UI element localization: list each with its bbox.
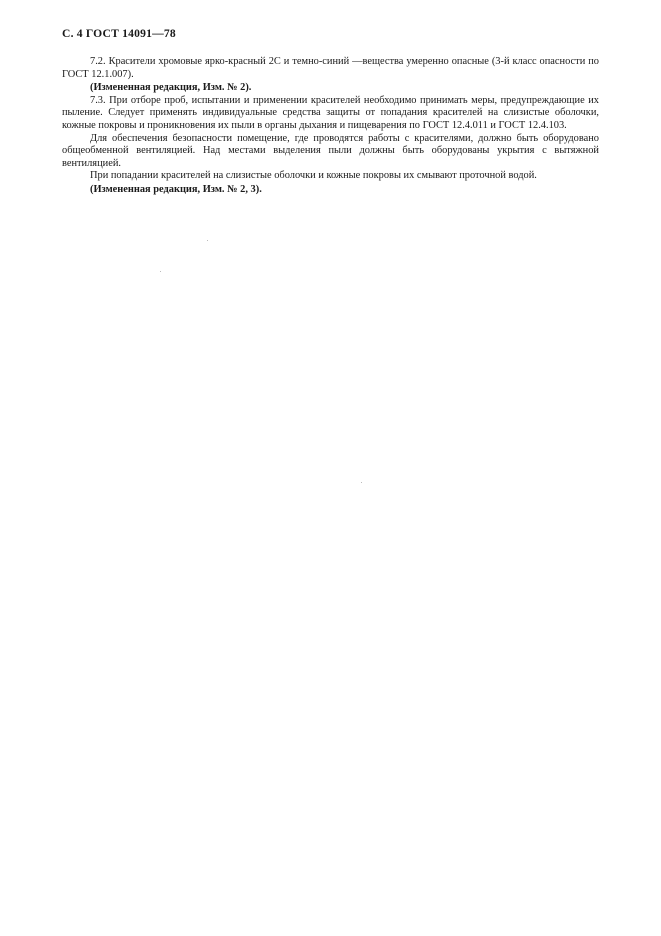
paragraph-7-2: 7.2. Красители хромовые ярко-красный 2С и темно-синий —вещества умеренно опасные (3-й класс опасности по ГОСТ 12.1.007). xyxy=(62,56,599,80)
scan-speck xyxy=(361,482,362,483)
paragraph-ventilation: Для обеспечения безопасности помещение, где проводятся работы с красителями, должно быть оборудовано общеобменной вентиляцией. Над местами выделения пыли должны быть оборудованы укрытия с вытяжной вентиляцией. xyxy=(62,132,599,169)
document-body xyxy=(62,56,599,197)
scan-speck xyxy=(160,271,161,272)
paragraph-first-aid: При попадании красителей на слизистые оболочки и кожные покровы их смывают проточной водой. xyxy=(90,170,537,182)
page-header: С. 4 ГОСТ 14091—78 xyxy=(62,27,176,40)
paragraph-7-3: 7.3. При отборе проб, испытании и применении красителей необходимо принимать меры, предупреждающие их пыление. Следует применять индивидуальные средства защиты от попадания красителей на слизистые оболочки, кожные покровы и проникновения их пыли в органы дыхания и пищеварения по ГОСТ 12.4.011 и ГОСТ 12.4.103. xyxy=(62,94,599,131)
scan-speck xyxy=(207,240,208,241)
amendment-note-1: (Измененная редакция, Изм. № 2). xyxy=(90,82,252,94)
amendment-note-2: (Измененная редакция, Изм. № 2, 3). xyxy=(90,183,262,195)
